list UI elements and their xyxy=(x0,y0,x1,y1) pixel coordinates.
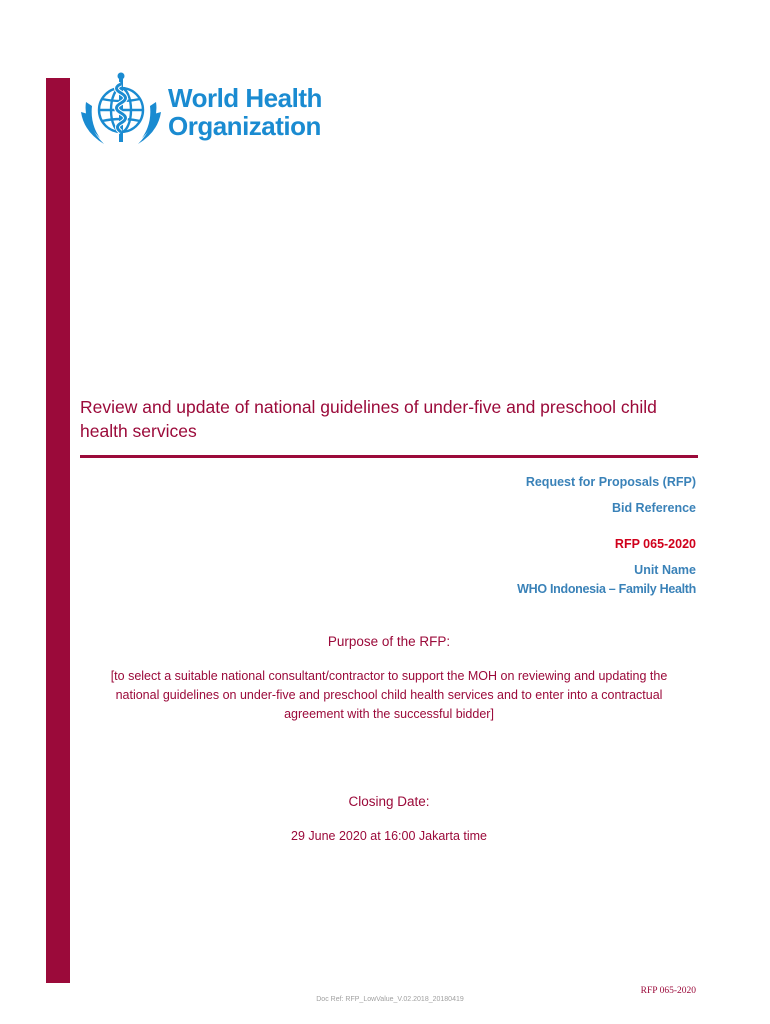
unit-name-value: WHO Indonesia – Family Health xyxy=(517,582,696,596)
who-emblem-icon xyxy=(78,72,164,152)
bid-reference-value: RFP 065-2020 xyxy=(614,537,696,551)
rfp-label: Request for Proposals (RFP) xyxy=(525,475,696,489)
logo-line-1: World Health xyxy=(168,83,322,113)
footer-doc-reference: Doc Ref: RFP_LowValue_V.02.2018_20180419 xyxy=(316,996,464,1003)
closing-date-value: 29 June 2020 at 16:00 Jakarta time xyxy=(291,829,487,843)
bid-reference-label: Bid Reference xyxy=(611,501,696,515)
logo-wordmark xyxy=(168,84,322,140)
who-logo xyxy=(78,72,328,152)
purpose-text: [to select a suitable national consultant/contractor to support the MOH on reviewing and updating the national guidelines on under-five and preschool child health services and to enter into a contractual agreement with the successful bidder] xyxy=(110,669,668,721)
purpose-heading: Purpose of the RFP: xyxy=(327,634,451,649)
footer-rfp-number: RFP 065-2020 xyxy=(640,986,696,996)
closing-date-heading: Closing Date: xyxy=(348,794,430,809)
logo-line-2: Organization xyxy=(168,111,321,141)
side-accent-bar xyxy=(46,78,70,983)
title-divider xyxy=(80,455,698,458)
document-title: Review and update of national guidelines of under-five and preschool child health services xyxy=(80,397,657,441)
unit-name-label: Unit Name xyxy=(634,563,696,577)
